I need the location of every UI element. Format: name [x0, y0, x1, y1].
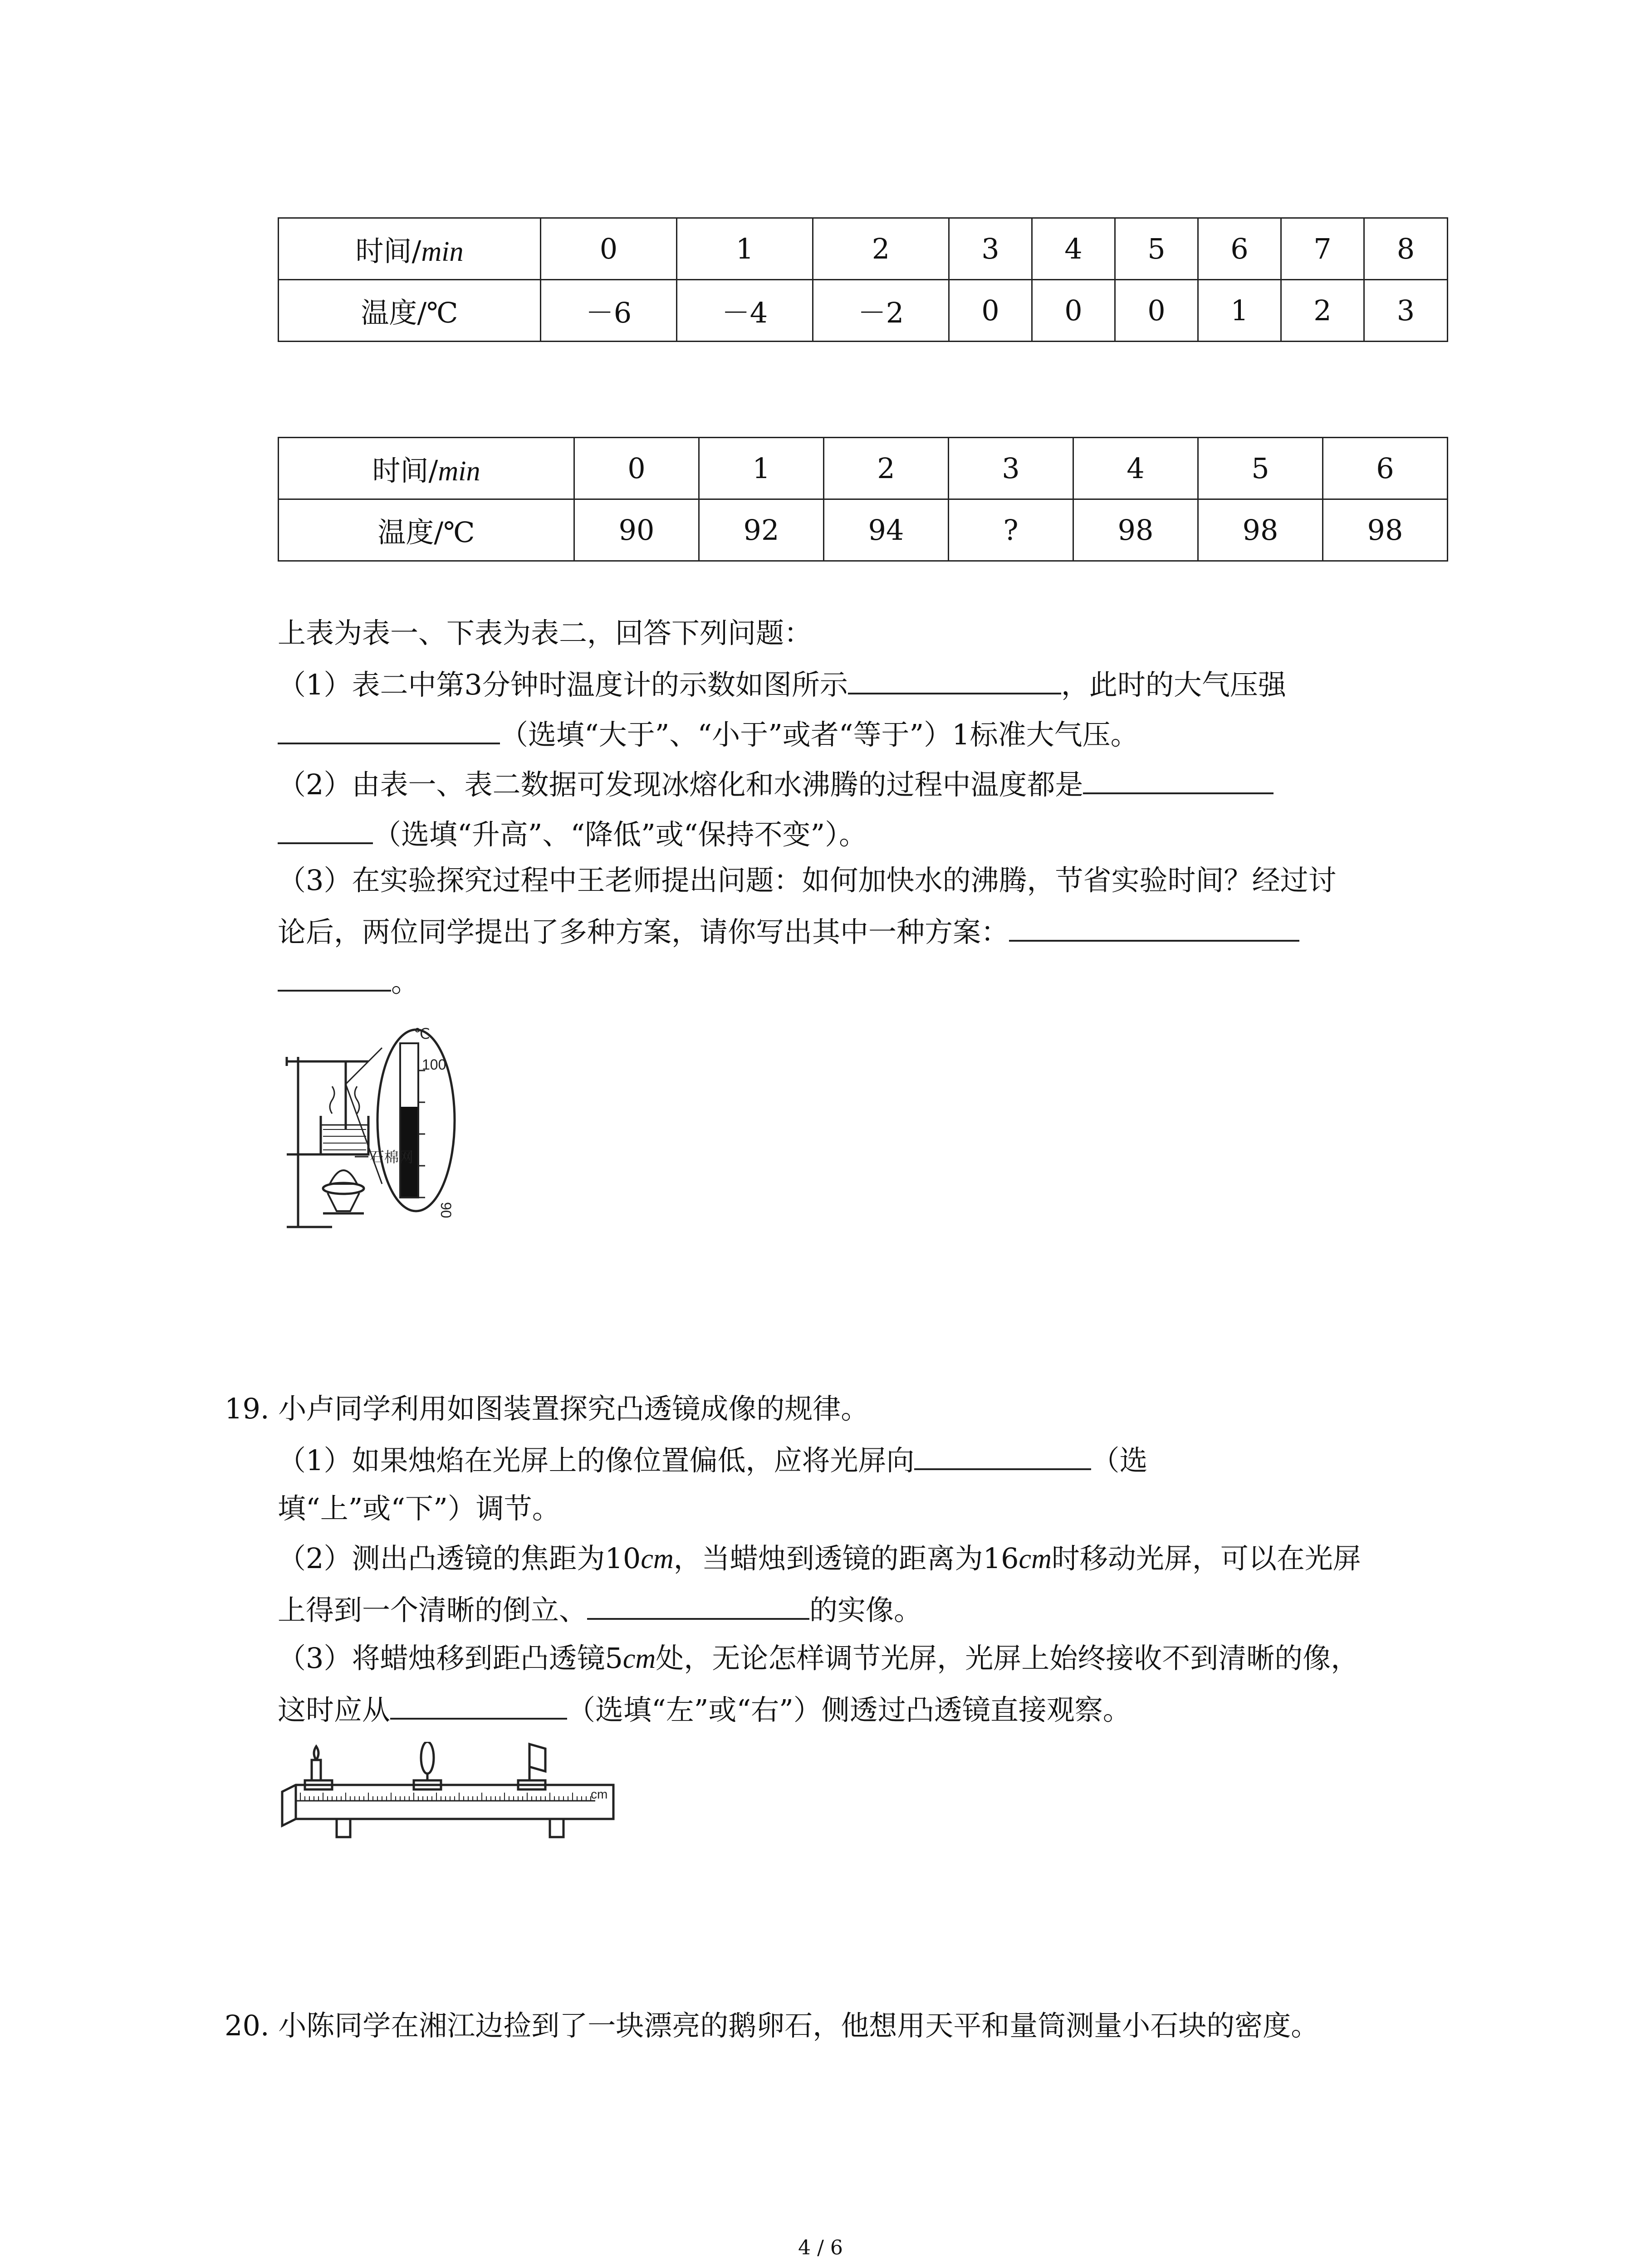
q19-part3-line1: （3）将蜡烛移到距凸透镜5cm处，无论怎样调节光屏，光屏上始终接收不到清晰的像， [278, 1642, 1359, 1675]
q19-part2-line1: （2）测出凸透镜的焦距为10cm，当蜡烛到透镜的距离为16cm时移动光屏，可以在光屏 [278, 1542, 1361, 1575]
ruler-unit-label: cm [591, 1787, 608, 1801]
q19-part1-line1: （1）如果烛焰在光屏上的像位置偏低，应将光屏向 （选 [278, 1444, 1148, 1477]
table-row [279, 438, 1448, 499]
table-cell: －2 [813, 280, 949, 342]
table-cell: 6 [1323, 438, 1448, 499]
table-cell: 1 [699, 438, 824, 499]
table-cell: 3 [949, 218, 1032, 280]
q19-part3-line2: 这时应从 （选填“左”或“右”）侧透过凸透镜直接观察。 [278, 1693, 1131, 1726]
answer-blank[interactable] [278, 719, 500, 744]
q19-title: 19. 小卢同学利用如图装置探究凸透镜成像的规律。 [225, 1392, 869, 1425]
answer-blank[interactable] [587, 1594, 809, 1620]
table-cell: 5 [1115, 218, 1198, 280]
table-1 [278, 217, 1448, 342]
q18-part3-line2: 论后，两位同学提出了多种方案，请你写出其中一种方案： [278, 916, 1299, 946]
table-cell: 5 [1198, 438, 1323, 499]
answer-blank[interactable] [914, 1445, 1091, 1470]
row-header-time: 时间/min [279, 438, 574, 499]
q18-intro: 上表为表一、下表为表二，回答下列问题： [278, 616, 813, 650]
row-header-time: 时间/min [279, 218, 541, 280]
asbestos-net-label: 石棉网 [370, 1149, 414, 1165]
table-cell: 0 [541, 218, 677, 280]
page-number: 4 / 6 [798, 2236, 843, 2259]
table-cell: 0 [574, 438, 699, 499]
answer-blank[interactable] [1083, 769, 1274, 794]
table-cell: 2 [1281, 280, 1364, 342]
table-cell: 3 [949, 438, 1073, 499]
optical-bench-figure [278, 1742, 622, 1864]
answer-blank[interactable] [278, 966, 391, 992]
q19-part1-line2: 填“上”或“下”）调节。 [278, 1492, 560, 1525]
table-cell: 0 [1032, 280, 1115, 342]
row-header-temperature: 温度/℃ [279, 280, 541, 342]
thermometer-unit-label: ℃ [414, 1026, 430, 1042]
answer-blank[interactable] [278, 819, 373, 844]
table-cell: －4 [677, 280, 813, 342]
table-cell: 4 [1032, 218, 1115, 280]
table-cell: 1 [677, 218, 813, 280]
answer-blank[interactable] [848, 669, 1061, 694]
q18-part1-line2: （选填“大于”、“小于”或者“等于”）1标准大气压。 [278, 719, 1139, 749]
table-cell: 0 [949, 280, 1032, 342]
table-cell: 6 [1198, 218, 1281, 280]
table-cell: 8 [1364, 218, 1448, 280]
q18-part1-line1: （1）表二中第3分钟时温度计的示数如图所示 ，此时的大气压强 [278, 668, 1286, 701]
answer-blank[interactable] [1009, 916, 1299, 942]
table-cell: 0 [1115, 280, 1198, 342]
table-row [279, 218, 1448, 280]
thermometer-tick-100: 100 [422, 1056, 446, 1073]
table-cell: 90 [574, 499, 699, 561]
table-cell: －6 [541, 280, 677, 342]
table-cell: 98 [1323, 499, 1448, 561]
table-cell: 92 [699, 499, 824, 561]
q18-part2-line2: （选填“升高”、“降低”或“保持不变”）。 [278, 819, 867, 849]
q18-part2-line1: （2）由表一、表二数据可发现冰熔化和水沸腾的过程中温度都是 [278, 769, 1274, 799]
table-cell: 94 [824, 499, 949, 561]
table-cell: 3 [1364, 280, 1448, 342]
table-cell: 2 [813, 218, 949, 280]
table-cell: 2 [824, 438, 949, 499]
table-cell: 4 [1073, 438, 1198, 499]
table-row [279, 499, 1448, 561]
thermometer-tick-90: 90 [438, 1202, 454, 1218]
q18-part3-line3: 。 [278, 966, 419, 996]
table-cell: 98 [1198, 499, 1323, 561]
q20-title: 20. 小陈同学在湘江边捡到了一块漂亮的鹅卵石，他想用天平和量筒测量小石块的密度。 [225, 2009, 1319, 2042]
table-row [279, 280, 1448, 342]
q18-part3-line1: （3）在实验探究过程中王老师提出问题：如何加快水的沸腾，节省实验时间？经过讨 [278, 864, 1337, 897]
table-cell: 98 [1073, 499, 1198, 561]
q19-part2-line2: 上得到一个清晰的倒立、 的实像。 [278, 1593, 922, 1627]
table-cell: 1 [1198, 280, 1281, 342]
boiling-apparatus-figure [278, 993, 491, 1229]
table-cell: ? [949, 499, 1073, 561]
answer-blank[interactable] [390, 1694, 567, 1720]
table-cell: 7 [1281, 218, 1364, 280]
row-header-temperature: 温度/℃ [279, 499, 574, 561]
table-2 [278, 437, 1448, 562]
